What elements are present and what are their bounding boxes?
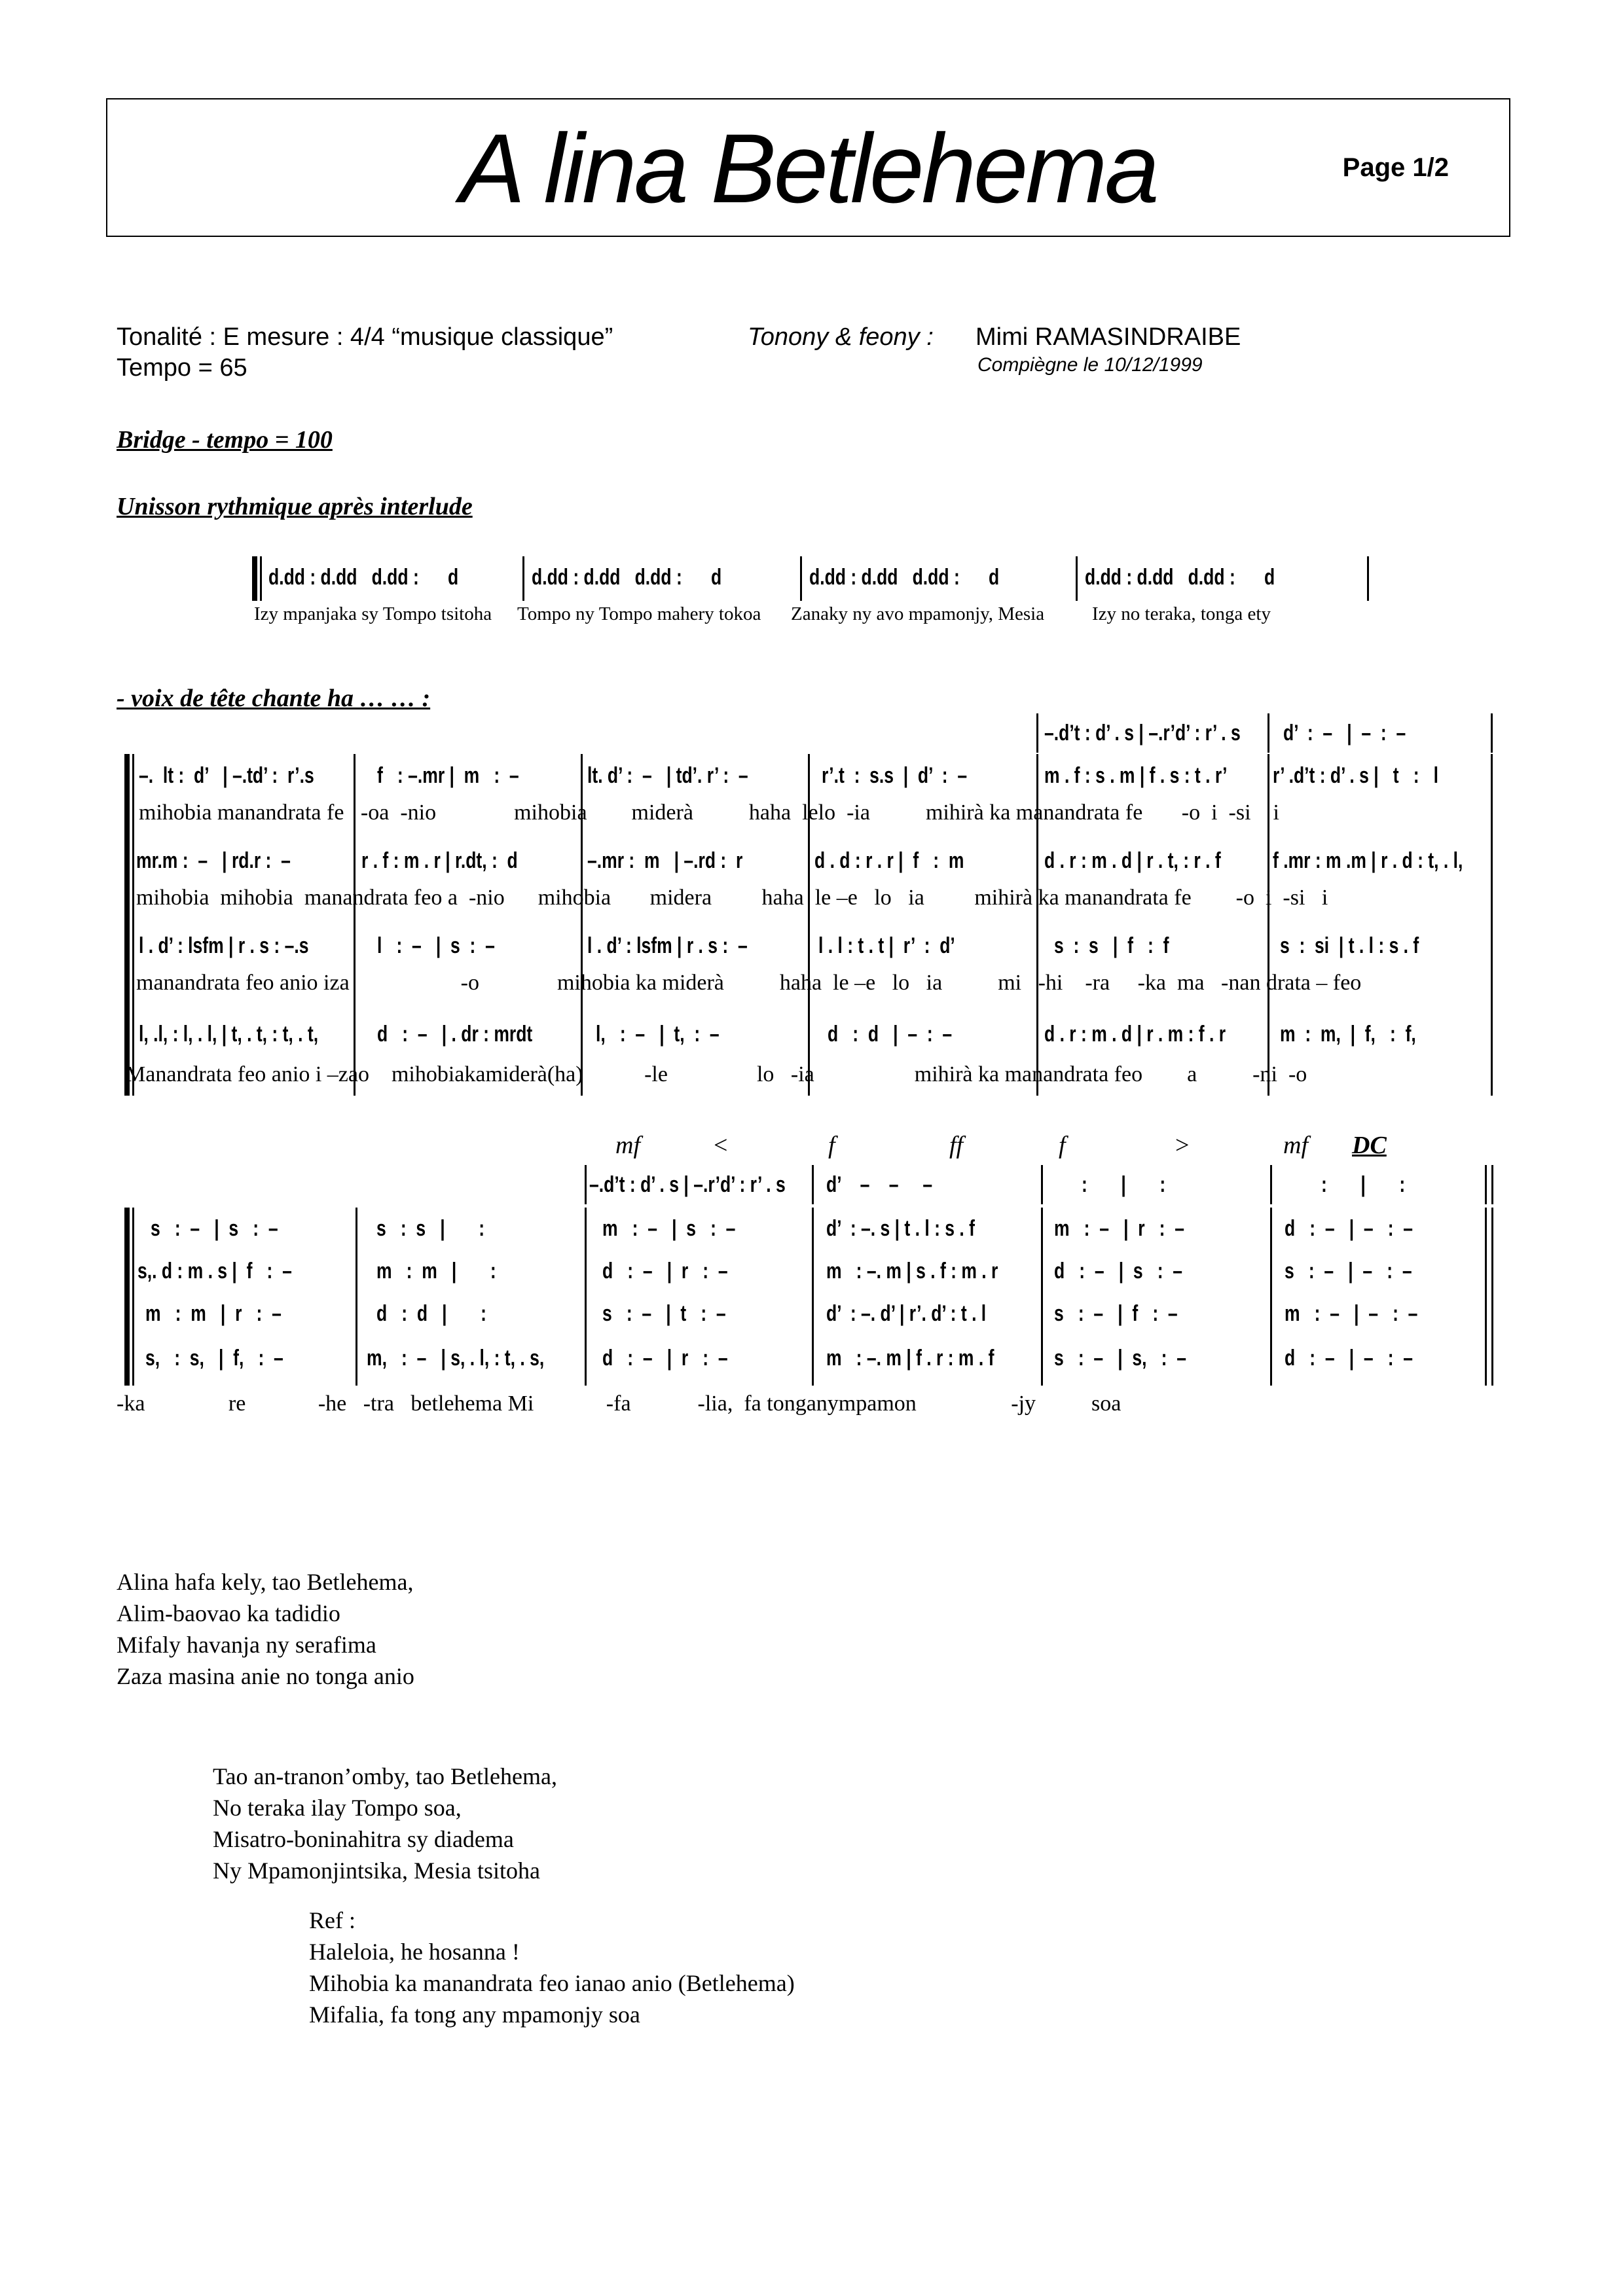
bass-measure: l, : – | t, : – (596, 1022, 720, 1047)
alto-measure: f .mr : m .m | r . d : t, . l, (1273, 848, 1463, 873)
poem-line: Alim-baovao ka tadidio (117, 1600, 340, 1626)
poem-line: Haleloia, he hosanna ! (309, 1939, 520, 1965)
dynamic-mark: mf (1283, 1132, 1308, 1159)
alto-measure: d . r : m . d | r . t, : r . f (1044, 848, 1221, 873)
bass-lyrics: Manandrata feo anio i –zao mihobiakamiderà(ha) -le lo -ia mihirà ka manandrata feo a -ni -o (126, 1062, 1307, 1086)
alto-measure: –.mr : m | –.rd : r (587, 848, 743, 873)
bar-line (1485, 1165, 1487, 1204)
dynamic-mark: ff (949, 1132, 964, 1159)
poem-line: Tao an-tranon’omby, tao Betlehema, (213, 1763, 557, 1789)
soprano-measure: –. lt : d’ | –.td’ : r’.s (139, 763, 314, 788)
alto-measure: mr.m : – | rd.r : – (136, 848, 291, 873)
bridge-measure: d.dd : d.dd d.dd : d (268, 565, 459, 590)
poem-line: Mifaly havanja ny serafima (117, 1632, 376, 1658)
overhead-measure: : | : (1082, 1172, 1166, 1197)
tenor-measure: s : s | f : f (1054, 933, 1169, 958)
title-box (106, 98, 1510, 237)
system-start-bar (124, 1208, 130, 1386)
bar-line (1041, 1165, 1043, 1204)
bar-line (132, 754, 134, 1096)
tenor-measure: m : – | – : – (1285, 1301, 1418, 1326)
bar-line (1076, 556, 1078, 601)
bass-measure: d : d | – : – (828, 1022, 953, 1047)
soprano-measure: m : – | r : – (1054, 1216, 1185, 1241)
tenor-measure: s : – | f : – (1054, 1301, 1178, 1326)
bass-measure: l, .l, : l, . l, | t, . t, : t, . t, (139, 1022, 319, 1047)
bar-line (1270, 1208, 1272, 1386)
tenor-lyrics: manandrata feo anio iza -o mihobia ka miderà haha le –e lo ia mi -hi -ra -ka ma -nan drata – feo (136, 971, 1362, 995)
dynamic-mark: mf (615, 1132, 640, 1159)
alto-measure: r . f : m . r | r.dt, : d (361, 848, 518, 873)
tenor-measure: l . d’ : lsfm | r . s : –.s (139, 933, 309, 958)
bar-line (1491, 754, 1493, 1096)
poem-line: Ref : (309, 1907, 356, 1933)
alto-measure: m : –. m | s . f : m . r (826, 1259, 998, 1283)
bar-line (800, 556, 802, 601)
soprano-measure: d : – | – : – (1285, 1216, 1413, 1241)
overhead-measure: : | : (1321, 1172, 1406, 1197)
bar-line (1485, 1208, 1487, 1386)
bridge-lyric: Izy mpanjaka sy Tompo tsitoha (254, 603, 492, 624)
overhead-measure: d’ : – | – : – (1283, 721, 1406, 745)
bridge-lyric: Tompo ny Tompo mahery tokoa (517, 603, 761, 624)
bass-measure: m : m, | f, : f, (1280, 1022, 1416, 1047)
bass-measure: d . r : m . d | r . m : f . r (1044, 1022, 1226, 1047)
da-capo-mark: DC (1352, 1132, 1387, 1159)
tenor-measure: s : si | t . l : s . f (1280, 933, 1419, 958)
stanza-1 (117, 1566, 414, 1692)
alto-measure: d : – | r : – (602, 1259, 728, 1283)
tenor-measure: l : – | s : – (377, 933, 495, 958)
soprano-measure: r’ .d’t : d’ . s | t : l (1273, 763, 1439, 788)
soprano-measure: d’ : –. s | t . l : s . f (826, 1216, 975, 1241)
soprano-measure: m . f : s . m | f . s : t . r’ (1044, 763, 1228, 788)
refrain (309, 1905, 795, 2030)
tenor-measure: d’ : –. d’ | r’. d’ : t . l (826, 1301, 987, 1326)
stanza-2 (213, 1761, 557, 1886)
bar-line (585, 1208, 587, 1386)
bridge-heading: Bridge - tempo = 100 (117, 426, 333, 454)
poem-line: Zaza masina anie no tonga anio (117, 1663, 414, 1689)
bar-line (1491, 1208, 1493, 1386)
alto-measure: s,. d : m . s | f : – (137, 1259, 292, 1283)
system-start-bar (124, 754, 130, 1096)
bridge-measure: d.dd : d.dd d.dd : d (1085, 565, 1275, 590)
tenor-measure: l . l : t . t | r’ : d’ (818, 933, 955, 958)
tenor-measure: d : d | : (376, 1301, 487, 1326)
bass-measure: s, : s, | f, : – (145, 1346, 283, 1371)
bar-line (132, 1208, 134, 1386)
bridge-lyric: Izy no teraka, tonga ety (1092, 603, 1271, 624)
page-title: A lina Betlehema (460, 113, 1157, 223)
tempo-info: Tempo = 65 (117, 354, 247, 382)
poem-line: Alina hafa kely, tao Betlehema, (117, 1569, 414, 1595)
bar-line (1491, 713, 1493, 753)
bar-line (1270, 1165, 1272, 1204)
overhead-measure: d’ – – – (826, 1172, 933, 1197)
alto-measure: d . d : r . r | f : m (814, 848, 964, 873)
author-name: Mimi RAMASINDRAIBE (976, 323, 1241, 351)
poem-line: Mifalia, fa tong any mpamonjy soa (309, 2001, 640, 2028)
soprano-measure: m : – | s : – (602, 1216, 736, 1241)
bass-measure: d : – | – : – (1285, 1346, 1413, 1371)
dynamic-mark: f (828, 1132, 835, 1159)
bass-measure: d : – | r : – (602, 1346, 728, 1371)
overhead-measure: –.d’t : d’ . s | –.r’d’ : r’ . s (589, 1172, 786, 1197)
soprano-lyrics: mihobia manandrata fe -oa -nio mihobia miderà haha lelo -ia mihirà ka manandrata fe -o i -si i (139, 800, 1280, 825)
poem-line: No teraka ilay Tompo soa, (213, 1795, 462, 1821)
soprano-measure: f : –.mr | m : – (377, 763, 519, 788)
page-number: Page 1/2 (1342, 153, 1449, 182)
unison-heading: Unisson rythmique après interlude (117, 493, 473, 520)
tenor-measure: s : – | t : – (602, 1301, 726, 1326)
bar-line (1036, 713, 1038, 753)
bridge-lyric: Zanaky ny avo mpamonjy, Mesia (791, 603, 1045, 624)
bar-line (1491, 1165, 1493, 1204)
bar-line (812, 1208, 814, 1386)
tonality-info: Tonalité : E mesure : 4/4 “musique classique” (117, 323, 613, 351)
soprano-measure: s : – | s : – (151, 1216, 278, 1241)
author-label: Tonony & feony : (748, 323, 934, 351)
poem-line: Ny Mpamonjintsika, Mesia tsitoha (213, 1857, 540, 1884)
bar-line (1041, 1208, 1043, 1386)
bridge-measure: d.dd : d.dd d.dd : d (809, 565, 1000, 590)
alto-measure: m : m | : (376, 1259, 496, 1283)
bass-measure: d : – | . dr : mrdt (377, 1022, 533, 1047)
bar-line (522, 556, 524, 601)
bar-line (252, 556, 257, 601)
soprano-measure: s : s | : (376, 1216, 485, 1241)
bar-line (585, 1165, 587, 1204)
bridge-measure: d.dd : d.dd d.dd : d (532, 565, 722, 590)
tenor-measure: m : m | r : – (145, 1301, 282, 1326)
dynamic-mark: < (714, 1132, 728, 1159)
poem-line: Mihobia ka manandrata feo ianao anio (Betlehema) (309, 1970, 795, 1996)
alto-measure: d : – | s : – (1054, 1259, 1183, 1283)
poem-line: Misatro-boninahitra sy diadema (213, 1826, 514, 1852)
bar-line (812, 1165, 814, 1204)
bass-measure: m : –. m | f . r : m . f (826, 1346, 994, 1371)
bass-measure: m, : – | s, . l, : t, . s, (367, 1346, 545, 1371)
place-date: Compiègne le 10/12/1999 (977, 354, 1203, 376)
tenor-measure: l . d’ : lsfm | r . s : – (587, 933, 748, 958)
dynamic-mark: > (1175, 1132, 1190, 1159)
system-2-lyrics: -ka re -he -tra betlehema Mi -fa -lia, fa tonganympamon -jy soa (117, 1391, 1122, 1416)
alto-measure: s : – | – : – (1285, 1259, 1412, 1283)
soprano-measure: lt. d’ : – | td’. r’ : – (587, 763, 748, 788)
bar-line (356, 1208, 357, 1386)
alto-lyrics: mihobia mihobia manandrata feo a -nio mihobia midera haha le –e lo ia mihirà ka manandrata fe -o i -si i (136, 886, 1328, 910)
overhead-measure: –.d’t : d’ . s | –.r’d’ : r’ . s (1044, 721, 1241, 745)
head-voice-heading: - voix de tête chante ha … … : (117, 685, 431, 712)
bar-line (1267, 713, 1269, 753)
dynamic-mark: f (1059, 1132, 1066, 1159)
soprano-measure: r’.t : s.s | d’ : – (822, 763, 968, 788)
bass-measure: s : – | s, : – (1054, 1346, 1186, 1371)
bar-line (260, 556, 262, 601)
bar-line (1367, 556, 1369, 601)
